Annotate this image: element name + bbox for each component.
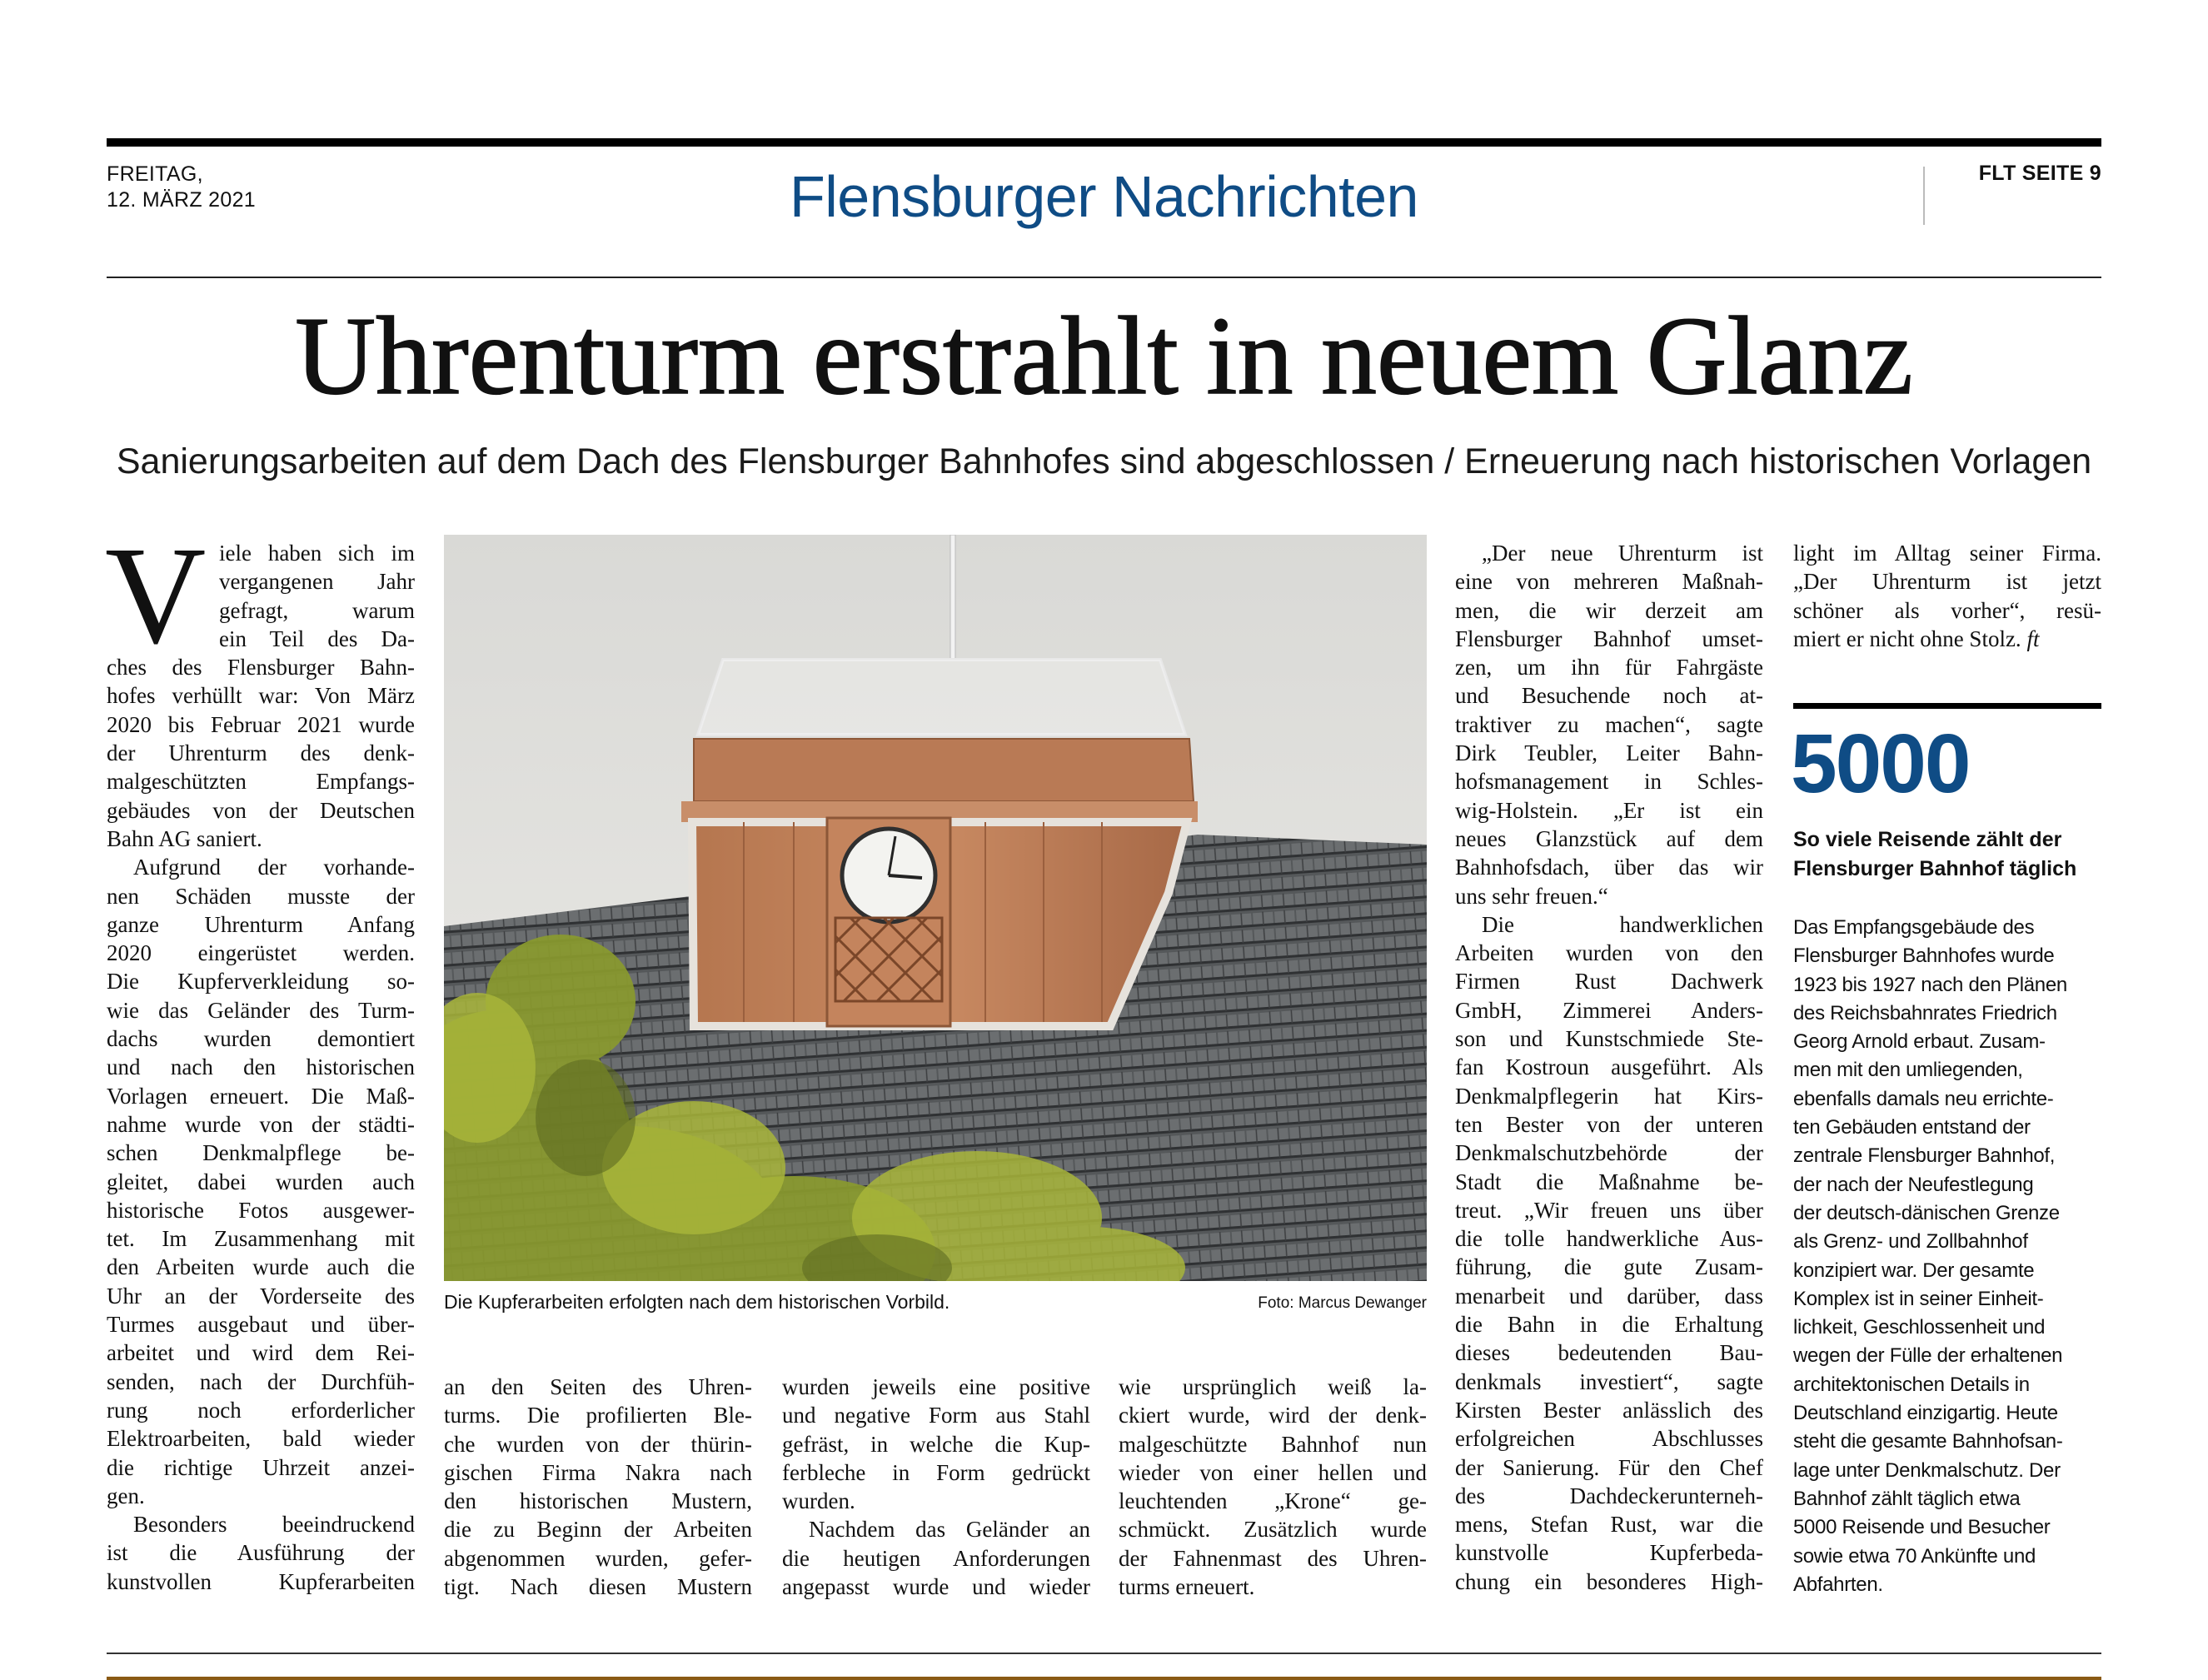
page-number: FLT SEITE 9 bbox=[1978, 162, 2101, 185]
fact-subtitle-line: So viele Reisende zählt der bbox=[1793, 828, 2062, 851]
clock-tower-photo bbox=[444, 535, 1427, 1281]
text-line: dachs wurden demontiert bbox=[107, 1026, 415, 1052]
text-line: Stadt die Maßnahme be- bbox=[1455, 1169, 1763, 1194]
text-line: Elektroarbeiten, bald wieder bbox=[107, 1426, 415, 1452]
bottom-rule bbox=[107, 1653, 2101, 1654]
text-line: Bahn AG saniert. bbox=[107, 825, 262, 851]
fact-body-line: 5000 Reisende und Besucher bbox=[1793, 1516, 2051, 1539]
sidebar-rule bbox=[1793, 703, 2101, 709]
article-column-4 bbox=[1119, 1373, 1427, 1601]
text-line: und negative Form aus Stahl bbox=[782, 1403, 1090, 1428]
fact-body-line: der deutsch-dänischen Grenze bbox=[1793, 1201, 2060, 1224]
drop-cap: V bbox=[105, 518, 207, 673]
header-rule bbox=[107, 277, 2101, 278]
text-line: Besonders beeindruckend bbox=[133, 1512, 415, 1538]
caption-text: Die Kupferarbeiten erfolgten nach dem historischen Vorbild. bbox=[444, 1291, 950, 1313]
text-line: abgenommen wurden, gefer- bbox=[444, 1545, 752, 1571]
text-line: gischen Firma Nakra nach bbox=[444, 1459, 752, 1485]
text-line: GmbH, Zimmerei Anders- bbox=[1455, 997, 1763, 1023]
text-line: nen Schäden musste der bbox=[107, 883, 415, 909]
text-line: wurden. bbox=[782, 1488, 855, 1514]
photo-credit: Foto: Marcus Dewanger bbox=[1258, 1294, 1427, 1312]
text-line: wig-Holstein. „Er ist ein bbox=[1455, 797, 1763, 823]
text-line: wurden jeweils eine positive bbox=[782, 1374, 1090, 1399]
fact-box-body bbox=[1793, 914, 2110, 1599]
text-line: Denkmalschutzbehörde der bbox=[1455, 1140, 1763, 1166]
text-line: die richtige Uhrzeit anzei- bbox=[107, 1454, 415, 1480]
text-line: ches des Flensburger Bahn- bbox=[107, 655, 415, 680]
author-initials: ft bbox=[2026, 626, 2040, 651]
text-line: menarbeit und darüber, dass bbox=[1455, 1283, 1763, 1309]
fact-body-line: 1923 bis 1927 nach den Plänen bbox=[1793, 973, 2067, 996]
text-line: denkmals investiert“, sagte bbox=[1455, 1368, 1763, 1394]
text-line: Turmes ausgebaut und über- bbox=[107, 1312, 415, 1338]
text-line: nahme wurde von der städti- bbox=[107, 1111, 415, 1137]
text-line: zen, um ihn für Fahrgäste bbox=[1455, 655, 1763, 680]
text-line: der Uhrenturm des denk- bbox=[107, 740, 415, 766]
article-column-6 bbox=[1793, 539, 2101, 653]
text-line: Die Kupferverkleidung so- bbox=[107, 969, 415, 995]
headline: Uhrenturm erstrahlt in neuem Glanz bbox=[295, 294, 1913, 417]
text-line: und Besuchende noch at- bbox=[1455, 683, 1763, 709]
fact-body-line: steht die gesamte Bahnhofsan- bbox=[1793, 1430, 2063, 1453]
article-column-1 bbox=[107, 539, 415, 1596]
fact-body-line: der nach der Neufestlegung bbox=[1793, 1173, 2034, 1196]
text-line: ten Bester von der unteren bbox=[1455, 1111, 1763, 1137]
photo-caption bbox=[444, 1289, 1427, 1314]
text-line: ferbleche in Form gedrückt bbox=[782, 1459, 1090, 1485]
text-line: che wurden von der thürin- bbox=[444, 1431, 752, 1457]
text-line: son und Kunstschmiede Ste- bbox=[1455, 1026, 1763, 1052]
fact-body-line: lage unter Denkmalschutz. Der bbox=[1793, 1458, 2061, 1482]
fact-body-line: ten Gebäuden entstand der bbox=[1793, 1116, 2031, 1139]
fact-body-line: Bahnhof zählt täglich etwa bbox=[1793, 1487, 2021, 1510]
fact-body-line: ebenfalls damals neu errichte- bbox=[1793, 1087, 2054, 1110]
text-line: leuchtenden „Krone“ ge- bbox=[1119, 1488, 1427, 1514]
text-line: neues Glanzstück auf dem bbox=[1455, 825, 1763, 851]
fact-body-line: men mit den umliegenden, bbox=[1793, 1059, 2023, 1082]
text-line: gefragt, warum bbox=[219, 597, 415, 623]
text-line: vergangenen Jahr bbox=[219, 569, 415, 595]
text-line: Arbeiten wurden von den bbox=[1455, 940, 1763, 966]
fact-body-line: lichkeit, Geschlossenheit und bbox=[1793, 1316, 2046, 1339]
text-line: Nachdem das Geländer an bbox=[809, 1517, 1090, 1543]
text-line: tet. Im Zusammenhang mit bbox=[107, 1226, 415, 1252]
text-line: die heutigen Anforderungen bbox=[782, 1545, 1090, 1571]
text-line: hofes verhüllt war: Von März bbox=[107, 683, 415, 709]
date-full: 12. MÄRZ 2021 bbox=[107, 188, 256, 212]
section-masthead: Flensburger Nachrichten bbox=[790, 164, 1418, 229]
text-line: die zu Beginn der Arbeiten bbox=[444, 1517, 752, 1543]
fact-body-line: architektonischen Details in bbox=[1793, 1373, 2030, 1396]
text-line: men, die wir derzeit am bbox=[1455, 597, 1763, 623]
header-divider bbox=[1923, 167, 1925, 225]
text-line: schmückt. Zusätzlich wurde bbox=[1119, 1517, 1427, 1543]
text-line: gleitet, dabei wurden auch bbox=[107, 1169, 415, 1194]
text-line: eine von mehreren Maßnah- bbox=[1455, 569, 1763, 595]
text-line: hofsmanagement in Schles- bbox=[1455, 769, 1763, 795]
text-line: der Fahnenmast des Uhren- bbox=[1119, 1545, 1427, 1571]
fact-body-line: Flensburger Bahnhofes wurde bbox=[1793, 945, 2055, 968]
text-line: des Dachdeckerunterneh- bbox=[1455, 1483, 1763, 1508]
text-line: Uhr an der Vorderseite des bbox=[107, 1283, 415, 1309]
text-line: führung, die gute Zusam- bbox=[1455, 1254, 1763, 1280]
fact-body-line: zentrale Flensburger Bahnhof, bbox=[1793, 1144, 2056, 1168]
text-line: die Bahn in die Erhaltung bbox=[1455, 1312, 1763, 1338]
text-line: die tolle handwerkliche Aus- bbox=[1455, 1226, 1763, 1252]
text-line: ein Teil des Da- bbox=[219, 626, 415, 651]
text-line: 2020 bis Februar 2021 wurde bbox=[107, 711, 415, 737]
text-line: wie das Geländer des Turm- bbox=[107, 997, 415, 1023]
fact-body-line: Deutschland einzigartig. Heute bbox=[1793, 1402, 2058, 1425]
text-line: mens, Stefan Rust, war die bbox=[1455, 1512, 1763, 1538]
text-line: arbeitet und wird dem Rei- bbox=[107, 1340, 415, 1366]
text-line: „Der Uhrenturm ist jetzt bbox=[1793, 569, 2101, 595]
text-line: Firmen Rust Dachwerk bbox=[1455, 969, 1763, 995]
text-line: ist die Ausführung der bbox=[107, 1540, 415, 1566]
article-column-2 bbox=[444, 1373, 752, 1601]
text-line: Flensburger Bahnhof umset- bbox=[1455, 626, 1763, 651]
subheadline: Sanierungsarbeiten auf dem Dach des Flensburger Bahnhofes sind abgeschlossen / Erneuerung nach historischen Vorlagen bbox=[116, 441, 2092, 481]
text-line: und nach den historischen bbox=[107, 1054, 415, 1080]
top-rule bbox=[107, 138, 2101, 147]
text-line: erfolgreichen Abschlusses bbox=[1455, 1426, 1763, 1452]
text-line: iele haben sich im bbox=[219, 541, 415, 566]
fact-body-line: konzipiert war. Der gesamte bbox=[1793, 1259, 2035, 1282]
article-column-3 bbox=[782, 1373, 1090, 1601]
text-line: den historischen Mustern, bbox=[444, 1488, 752, 1514]
text-line: malgeschützten Empfangs- bbox=[107, 769, 415, 795]
text-line: 2020 eingerüstet werden. bbox=[107, 940, 415, 966]
text-line: Kirsten Bester anlässlich des bbox=[1455, 1397, 1763, 1423]
text-line: chung ein besonderes High- bbox=[1455, 1568, 1763, 1594]
fact-body-line: Georg Arnold erbaut. Zusam- bbox=[1793, 1030, 2046, 1054]
text-line: wie ursprünglich weiß la- bbox=[1119, 1374, 1427, 1399]
text-line: ckiert wurde, wird der denk- bbox=[1119, 1403, 1427, 1428]
text-line: den Arbeiten wurde auch die bbox=[107, 1254, 415, 1280]
fact-body-line: Komplex ist in seiner Einheit- bbox=[1793, 1287, 2044, 1310]
fact-body-line: Abfahrten. bbox=[1793, 1573, 1883, 1596]
text-line: „Der neue Uhrenturm ist bbox=[1482, 541, 1763, 566]
text-line: treut. „Wir freuen uns über bbox=[1455, 1197, 1763, 1223]
text-line: Bahnhofsdach, über das wir bbox=[1455, 855, 1763, 880]
text-line: Aufgrund der vorhande- bbox=[133, 855, 415, 880]
text-line: rung noch erforderlicher bbox=[107, 1397, 415, 1423]
text-line: uns sehr freuen.“ bbox=[1455, 883, 1608, 909]
fact-body-line: als Grenz- und Zollbahnhof bbox=[1793, 1230, 2028, 1254]
text-line: senden, nach der Durchfüh- bbox=[107, 1368, 415, 1394]
text-line: schen Denkmalpflege be- bbox=[107, 1140, 415, 1166]
fact-body-line: des Reichsbahnrates Friedrich bbox=[1793, 1001, 2057, 1024]
text-line: tigt. Nach diesen Mustern bbox=[444, 1574, 752, 1600]
fact-body-line: sowie etwa 70 Ankünfte und bbox=[1793, 1544, 2036, 1568]
fact-subtitle bbox=[1793, 825, 2110, 884]
text-line: an den Seiten des Uhren- bbox=[444, 1374, 752, 1399]
fact-subtitle-line: Flensburger Bahnhof täglich bbox=[1793, 857, 2077, 880]
text-line: fan Kostroun ausgeführt. Als bbox=[1455, 1054, 1763, 1080]
text-line: der Sanierung. Für den Chef bbox=[1455, 1454, 1763, 1480]
text-line: kunstvolle Kupferbeda- bbox=[1455, 1540, 1763, 1566]
date-weekday: FREITAG, bbox=[107, 162, 203, 186]
text-line: kunstvollen Kupferarbeiten bbox=[107, 1568, 415, 1594]
text-line: Vorlagen erneuert. Die Maß- bbox=[107, 1083, 415, 1109]
text-line: turms. Die profilierten Ble- bbox=[444, 1403, 752, 1428]
text-line: dieses bedeutenden Bau- bbox=[1455, 1340, 1763, 1366]
text-line: ganze Uhrenturm Anfang bbox=[107, 911, 415, 937]
text-line: gefräst, in welche die Kup- bbox=[782, 1431, 1090, 1457]
bottom-accent-rule bbox=[107, 1677, 2101, 1680]
text-line: turms erneuert. bbox=[1119, 1574, 1255, 1600]
text-line: schöner als vorher“, resü- bbox=[1793, 597, 2101, 623]
fact-body-line: wegen der Fülle der erhaltenen bbox=[1793, 1344, 2063, 1368]
text-line: gen. bbox=[107, 1483, 145, 1508]
fact-body-line: Das Empfangsgebäude des bbox=[1793, 916, 2035, 939]
text-line: Dirk Teubler, Leiter Bahn- bbox=[1455, 740, 1763, 766]
text-line: Denkmalpflegerin hat Kirs- bbox=[1455, 1083, 1763, 1109]
text-line: miert er nicht ohne Stolz. bbox=[1793, 626, 2021, 651]
text-line bbox=[1793, 625, 2101, 653]
text-line: malgeschützte Bahnhof nun bbox=[1119, 1431, 1427, 1457]
text-line: wieder von einer hellen und bbox=[1119, 1459, 1427, 1485]
text-line: Die handwerklichen bbox=[1482, 911, 1763, 937]
text-line: light im Alltag seiner Firma. bbox=[1793, 541, 2101, 566]
text-line: angepasst wurde und wieder bbox=[782, 1574, 1090, 1600]
text-line: gebäudes von der Deutschen bbox=[107, 797, 415, 823]
text-line: traktiver zu machen“, sagte bbox=[1455, 711, 1763, 737]
text-line: historische Fotos ausgewer- bbox=[107, 1197, 415, 1223]
fact-number: 5000 bbox=[1791, 717, 1970, 810]
article-column-5 bbox=[1455, 539, 1763, 1596]
